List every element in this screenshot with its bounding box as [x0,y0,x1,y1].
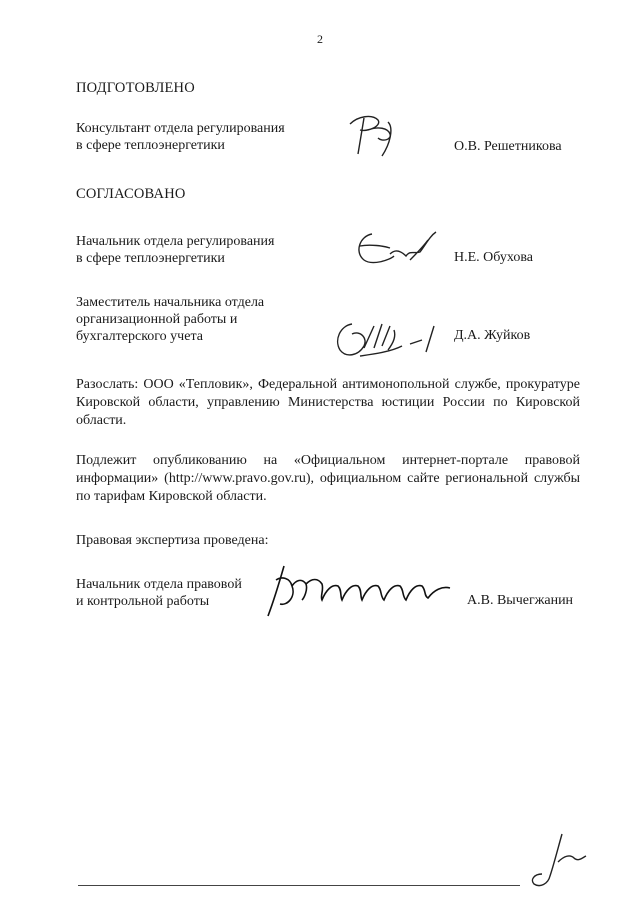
prepared-signature [338,108,408,164]
legal-review-signature [262,560,462,620]
bottom-rule [78,885,520,886]
distribution-list: Разослать: ООО «Тепловик», Федеральной антимонопольной службе, прокуратуре Кировской области, управлению Министерства юстиции России по Кировской области. [76,377,580,428]
agreed-signer-2-name: Д.А. Жуйков [454,328,531,343]
page-number: 2 [317,32,323,46]
agreed-signer-1-signature [350,224,440,274]
legal-review-signer-name: А.В. Вычегжанин [467,593,574,608]
initials-mark [524,828,594,892]
prepared-heading: ПОДГОТОВЛЕНО [76,80,195,96]
legal-review-position: Начальник отдела правовой и контрольной работы [76,577,242,609]
legal-review-statement: Правовая экспертиза проведена: [76,533,269,548]
publication-note: Подлежит опубликованию на «Официальном интернет-портале правовой информации» (http://www.pravo.gov.ru), официальном сайте региональной службы по тарифам Кировской области. [76,453,580,504]
prepared-signer-name: О.В. Решетникова [454,139,562,154]
agreed-signer-2-signature [330,316,440,362]
agreed-signer-1-position: Начальник отдела регулирования в сфере теплоэнергетики [76,234,275,266]
agreed-signer-1-name: Н.Е. Обухова [454,250,533,265]
agreed-signer-2-position: Заместитель начальника отдела организационной работы и бухгалтерского учета [76,295,265,344]
agreed-heading: СОГЛАСОВАНО [76,186,186,202]
prepared-position: Консультант отдела регулирования в сфере теплоэнергетики [76,121,285,153]
